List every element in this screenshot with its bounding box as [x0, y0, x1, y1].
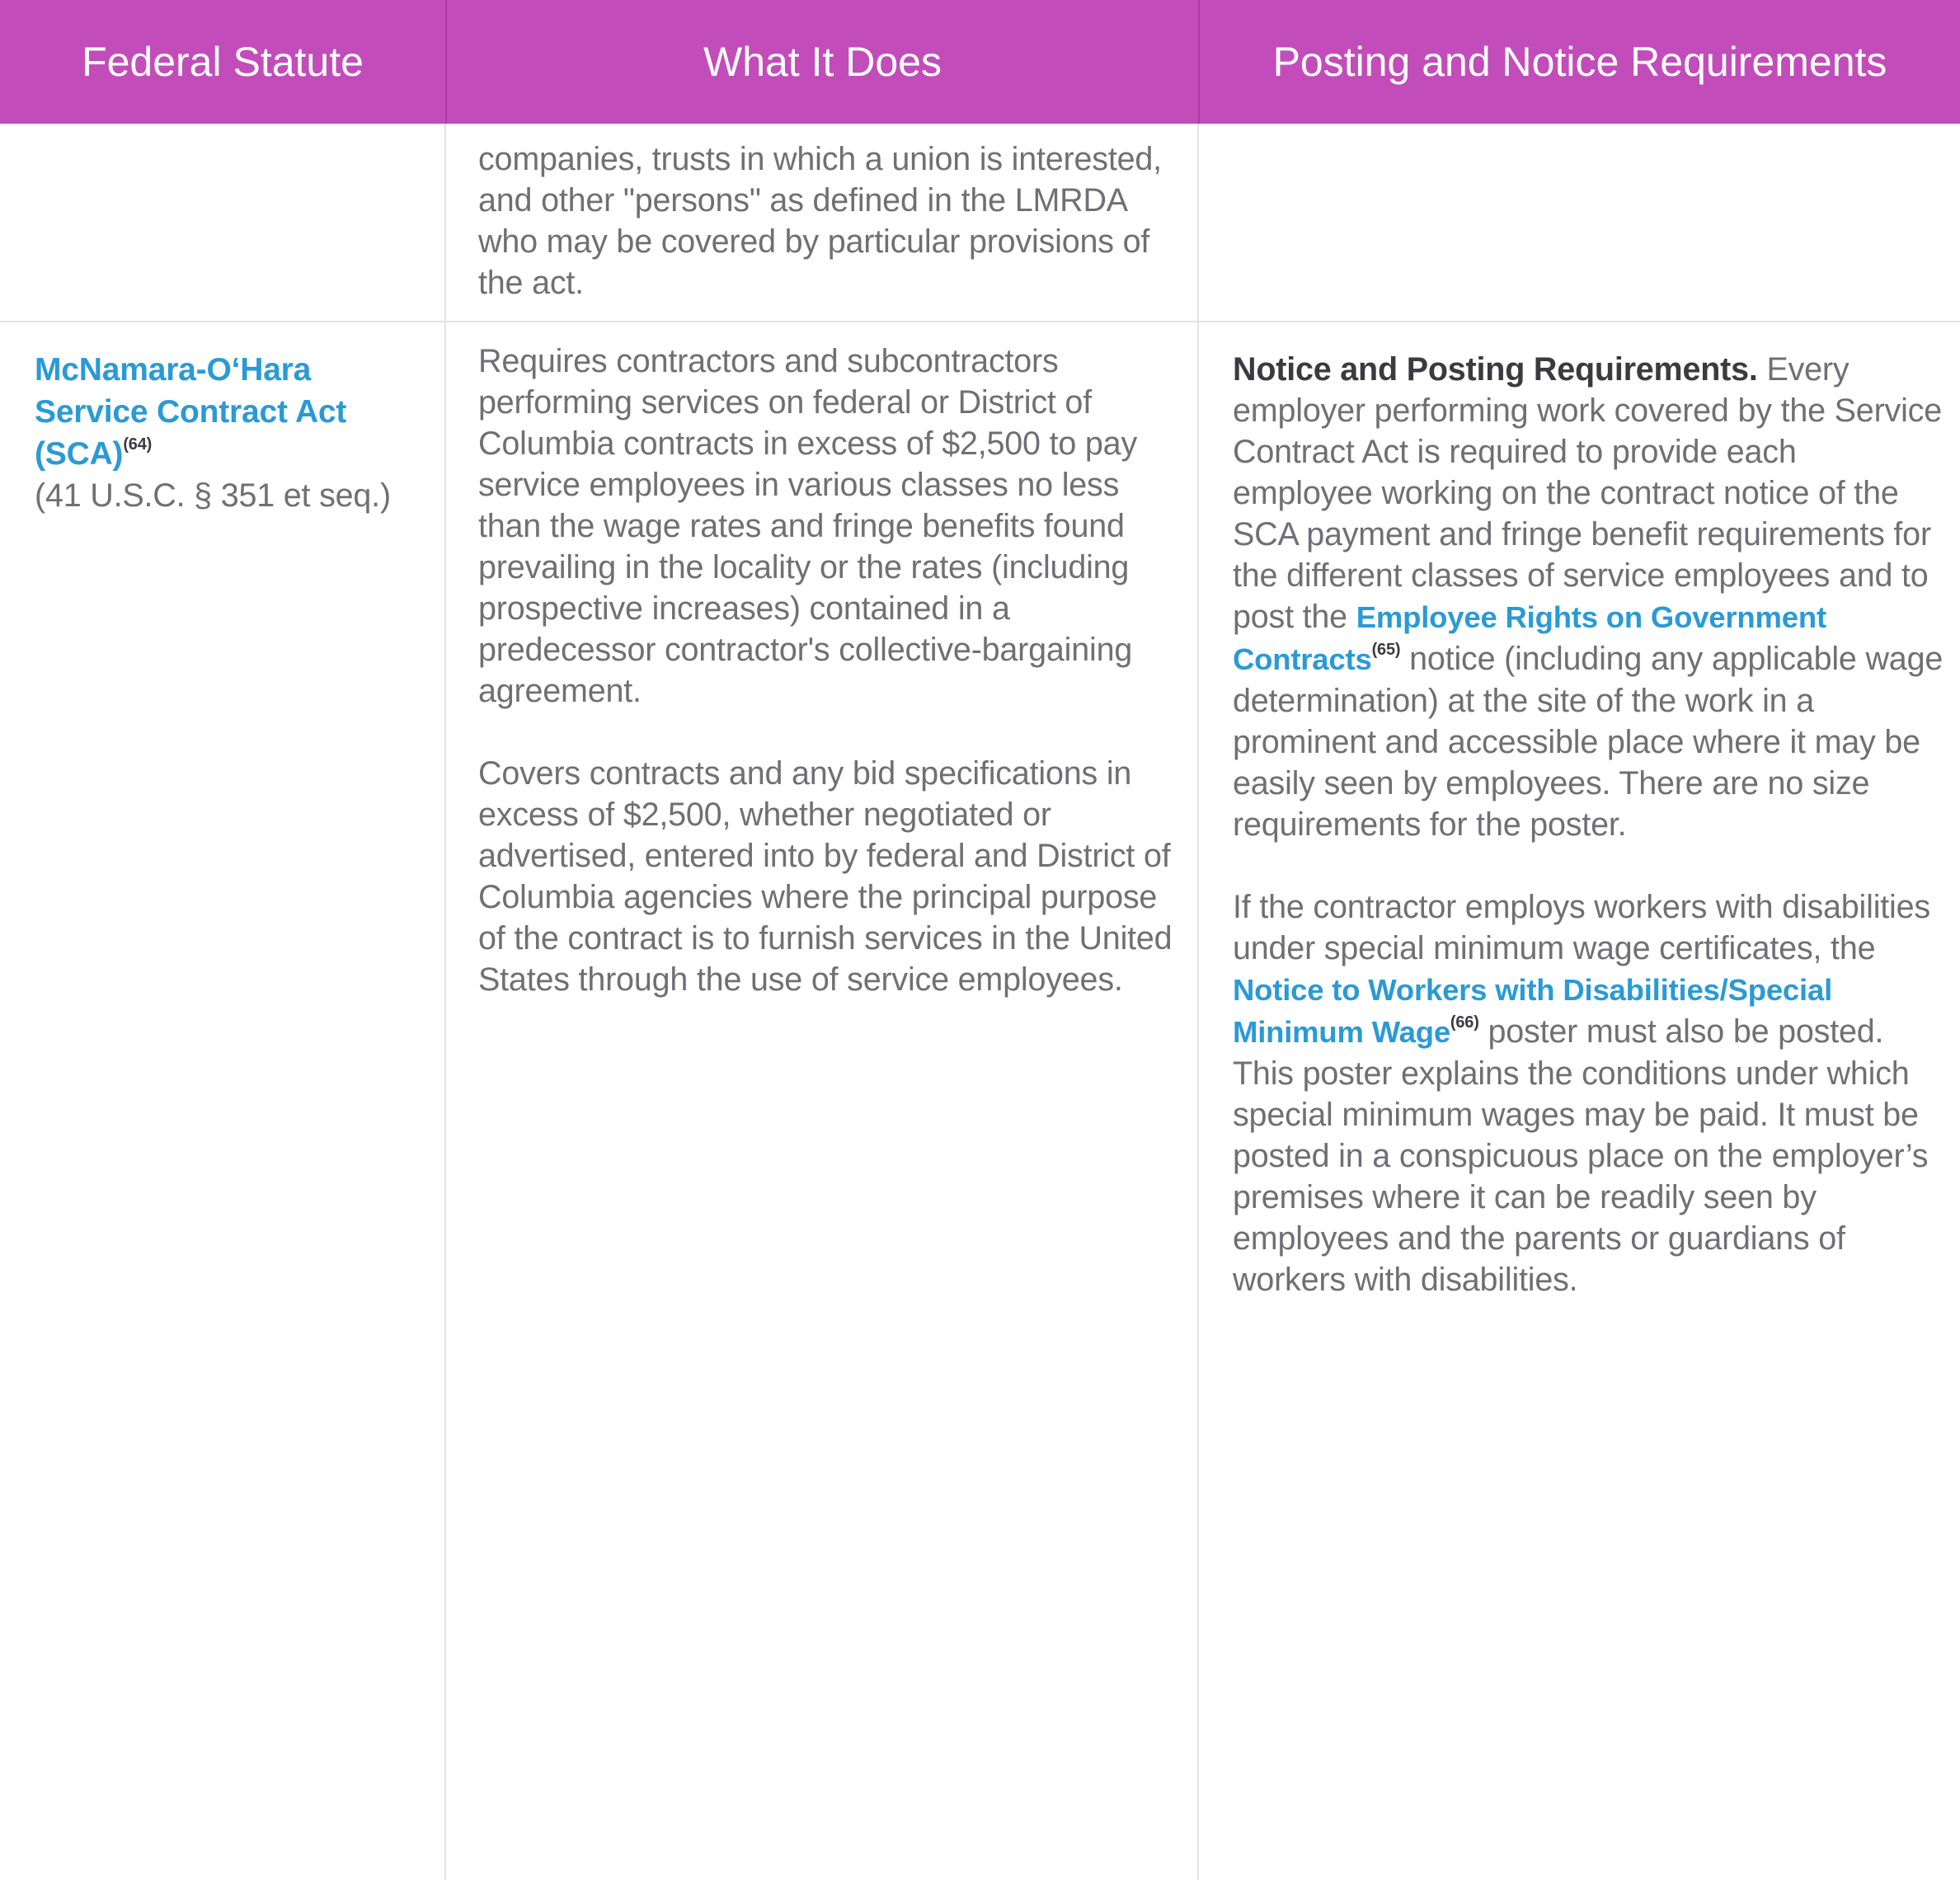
statute-citation: (41 U.S.C. § 351 et seq.) — [35, 477, 391, 514]
posting-lead: Notice and Posting Requirements. — [1233, 351, 1758, 388]
row-divider — [0, 321, 1960, 322]
what-it-does-paragraph-1: Requires contractors and subcontractors performing services on federal or District of Columbia contracts in excess of $2,500 to pay service employees in various classes no less than the wage rates and fringe benefits found prevailing in the locality or the rates (including prospective increases) contained in a predecessor contractor's collective-bargaining agreement. — [478, 343, 1137, 709]
special-minimum-wage-poster-link[interactable]: Notice to Workers with Disabilities/Special Minimum Wage — [1233, 973, 1833, 1049]
column-divider — [1197, 124, 1199, 1880]
table-header — [0, 0, 1960, 124]
posting-text: poster must also be posted. This poster explains the conditions under which special minimum wages may be paid. It must be posted in a conspicuous place on the employer’s premises where it can be readily seen by employees and the parents or guardians of workers with disabilities. — [1233, 1013, 1929, 1298]
posting-cell — [1233, 349, 1944, 1300]
what-it-does-cell — [478, 341, 1179, 1000]
statute-name-link[interactable]: McNamara-O‘Hara Service Contract Act (SCA) — [35, 352, 347, 472]
header-posting-requirements: Posting and Notice Requirements — [1198, 0, 1960, 124]
footnote-66: (66) — [1450, 1013, 1479, 1032]
statute-cell — [35, 349, 422, 516]
posting-paragraph-2 — [1233, 886, 1944, 1300]
posting-paragraph-1 — [1233, 349, 1944, 845]
statute-footnote: (64) — [123, 435, 153, 454]
posting-text: notice (including any applicable wage determination) at the site of the work in a prominent and accessible place where it may be easily seen by employees. There are no size requirements for the poster. — [1233, 641, 1944, 843]
posting-text: If the contractor employs workers with disabilities under special minimum wage certificates, the — [1233, 889, 1930, 966]
employee-rights-poster-link[interactable]: Employee Rights on Government Contracts — [1233, 600, 1826, 676]
header-federal-statute: Federal Statute — [82, 39, 364, 85]
what-it-does-continued: companies, trusts in which a union is interested, and other "persons" as defined in the LMRDA who may be covered by particular provisions of the act. — [478, 141, 1162, 301]
footnote-65: (65) — [1371, 641, 1401, 659]
posting-text: Every employer performing work covered by the Service Contract Act is required to provide each employee working on the contract notice of the SCA payment and fringe benefit requirements for the different classes of service employees and to post the — [1233, 351, 1942, 635]
header-what-it-does: What It Does — [445, 0, 1198, 124]
table-row-continued — [478, 139, 1179, 303]
column-divider — [444, 124, 446, 1880]
what-it-does-paragraph-2: Covers contracts and any bid specifications in excess of $2,500, whether negotiated or advertised, entered into by federal and District of Columbia agencies where the principal purpose of the contract is to furnish services in the United States through the use of service employees. — [478, 755, 1173, 998]
